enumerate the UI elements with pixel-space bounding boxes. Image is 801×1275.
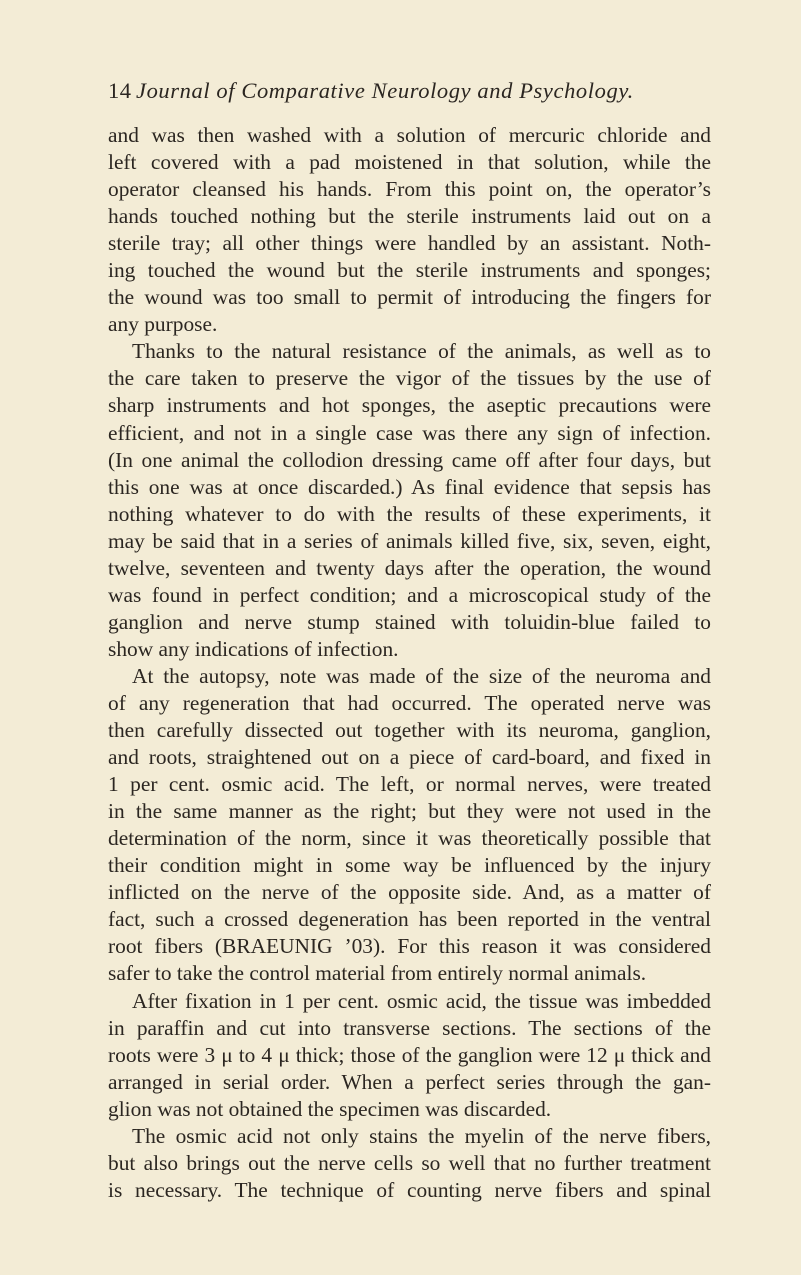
text-line: sharp instruments and hot sponges, the aseptic precautions were — [108, 393, 711, 418]
text-line: After fixation in 1 per cent. osmic acid, the tissue was imbedded — [132, 988, 711, 1013]
text-line: The osmic acid not only stains the myelin of the nerve fibers, — [132, 1123, 711, 1148]
text-line: then carefully dissected out together with its neuroma, ganglion, — [108, 718, 711, 743]
text-line: and roots, straightened out on a piece of card-board, and fixed in — [108, 745, 711, 770]
text-line: glion was not obtained the specimen was discarded. — [108, 1096, 552, 1121]
text-line: may be said that in a series of animals killed five, six, seven, eight, — [108, 528, 711, 553]
text-line: fact, such a crossed degeneration has been reported in the ventral — [108, 907, 711, 932]
text-line: ing touched the wound but the sterile instruments and sponges; — [108, 258, 711, 283]
text-line: of any regeneration that had occurred. The operated nerve was — [108, 690, 711, 715]
text-line: but also brings out the nerve cells so well that no further treatment — [108, 1150, 711, 1175]
text-line: any purpose. — [108, 312, 218, 337]
text-line: determination of the norm, since it was theoretically possible that — [108, 826, 711, 851]
text-line: is necessary. The technique of counting nerve fibers and spinal — [108, 1177, 711, 1202]
text-line: safer to take the control material from entirely normal animals. — [108, 961, 647, 986]
text-line: sterile tray; all other things were handled by an assistant. Noth- — [108, 231, 711, 256]
text-line: roots were 3 μ to 4 μ thick; those of the ganglion were 12 μ thick and — [108, 1042, 711, 1067]
text-line: and was then washed with a solution of mercuric chloride and — [108, 123, 711, 147]
text-line: their condition might in some way be influenced by the injury — [108, 853, 711, 878]
text-line: 1 per cent. osmic acid. The left, or normal nerves, were treated — [108, 772, 711, 797]
text-line: left covered with a pad moistened in that solution, while the — [108, 150, 711, 175]
body-text — [108, 122, 711, 1204]
text-line: was found in perfect condition; and a microscopical study of the — [108, 582, 711, 607]
text-line: this one was at once discarded.) As final evidence that sepsis has — [108, 474, 711, 499]
text-line: At the autopsy, note was made of the size of the neuroma and — [132, 663, 711, 688]
text-line: nothing whatever to do with the results of these experiments, it — [108, 501, 711, 526]
running-title: Journal of Comparative Neurology and Psychology. — [136, 78, 634, 103]
text-line: ganglion and nerve stump stained with toluidin-blue failed to — [108, 609, 711, 634]
running-header — [108, 78, 708, 110]
text-line: the care taken to preserve the vigor of the tissues by the use of — [108, 366, 711, 391]
text-line: in paraffin and cut into transverse sections. The sections of the — [108, 1015, 711, 1040]
text-line: (In one animal the collodion dressing came off after four days, but — [108, 447, 711, 472]
text-line: the wound was too small to permit of introducing the fingers for — [108, 285, 711, 310]
text-line: efficient, and not in a single case was there any sign of infection. — [108, 420, 711, 445]
text-line: arranged in serial order. When a perfect series through the gan- — [108, 1069, 711, 1094]
text-line: inflicted on the nerve of the opposite side. And, as a matter of — [108, 880, 711, 905]
text-line: operator cleansed his hands. From this point on, the operator’s — [108, 177, 711, 202]
text-line: show any indications of infection. — [108, 636, 399, 661]
text-line: in the same manner as the right; but they were not used in the — [108, 799, 711, 824]
text-line: hands touched nothing but the sterile instruments laid out on a — [108, 204, 711, 229]
text-line: twelve, seventeen and twenty days after the operation, the wound — [108, 555, 711, 580]
text-line: root fibers (BRAEUNIG ’03). For this reason it was considered — [108, 934, 711, 959]
text-line: Thanks to the natural resistance of the animals, as well as to — [132, 339, 711, 364]
page-number: 14 — [108, 78, 132, 103]
